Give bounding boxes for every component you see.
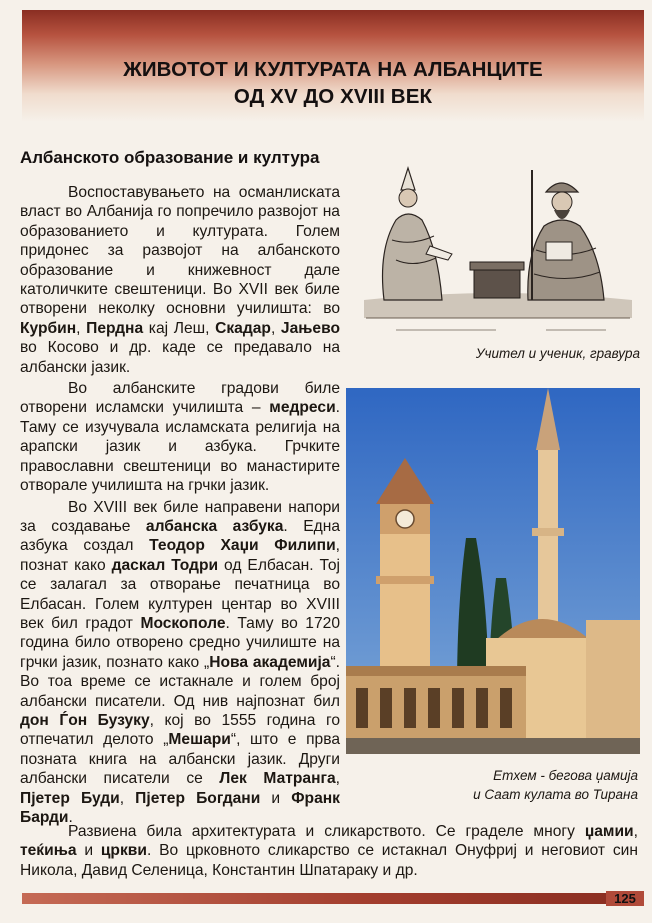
- paragraph-1: Воспоставувањето на османлиската власт во Албанија го попречило развојот на образованието и културата. Голем придонес за развојот на албанското образование и книжевност дале католичките свештеници. Во XVII век биле отворени неколку основни училишта: во Курбин, Пердна кај Леш, Скадар, Јањево во Косово и др. каде се предавало на албански јазик.: [20, 184, 340, 376]
- title-line-2: ОД XV ДО XVIII ВЕК: [233, 85, 433, 108]
- engraving-caption: Учител и ученик, гравура: [475, 346, 640, 361]
- paragraph-3: Во XVIII век биле направени напори за создавање албанска азбука. Една азбука создал Теодор Хаџи Филипи, познат како даскал Тодри од Елбасан. Тој се залагал за отворање печатница во Елбасан. Голем културен центар во XVIII век бил градот Москополе. Таму во 1720 година било отворено средно училиште на грчки јазик, познато како „Нова академија“. Во тоа време се истакнале и голем број албански писатели. Од нив најпознат бил дон Ѓон Бузуку, кој во 1555 година го отпечатил делото „Мешари“, што е прва позната книга на албански јазик. Други албански писатели се Лек Матранга, Пјетер Буди, Пјетер Богдани и Франк Барди.: [20, 498, 341, 826]
- main-text-column: [20, 183, 340, 829]
- photo-caption: [350, 766, 638, 804]
- section-heading: Албанското образование и култура: [20, 148, 320, 167]
- paragraph-2: Во албанските градови биле отворени исламски училишта – медреси. Таму се изучувала исламската религија на арапски јазик и азбука. Грчките православни свештеници во манастирите отворале училишта на грчки јазик.: [20, 380, 340, 495]
- photo-caption-line-2: и Саат кулата во Тирана: [473, 787, 638, 802]
- footer-bar: [22, 893, 608, 904]
- photo-caption-line-1: Етхем - бегова џамија: [493, 768, 638, 783]
- page-title: [22, 56, 644, 110]
- bottom-paragraph: [20, 822, 638, 880]
- paragraph-4: Развиена била архитектурата и сликарството. Се граделе многу џамии, теќиња и цркви. Во црковното сликарство се истакнал Онуфриј и неговиот син Никола, Давид Селеница, Константин Шпатараку и др.: [20, 823, 638, 879]
- title-line-1: ЖИВОТОТ И КУЛТУРАТА НА АЛБАНЦИТЕ: [123, 58, 543, 81]
- engraving-teacher-student-image: [356, 150, 638, 340]
- mosque-clock-tower-photo: [346, 388, 640, 754]
- page-number: 125: [606, 891, 644, 906]
